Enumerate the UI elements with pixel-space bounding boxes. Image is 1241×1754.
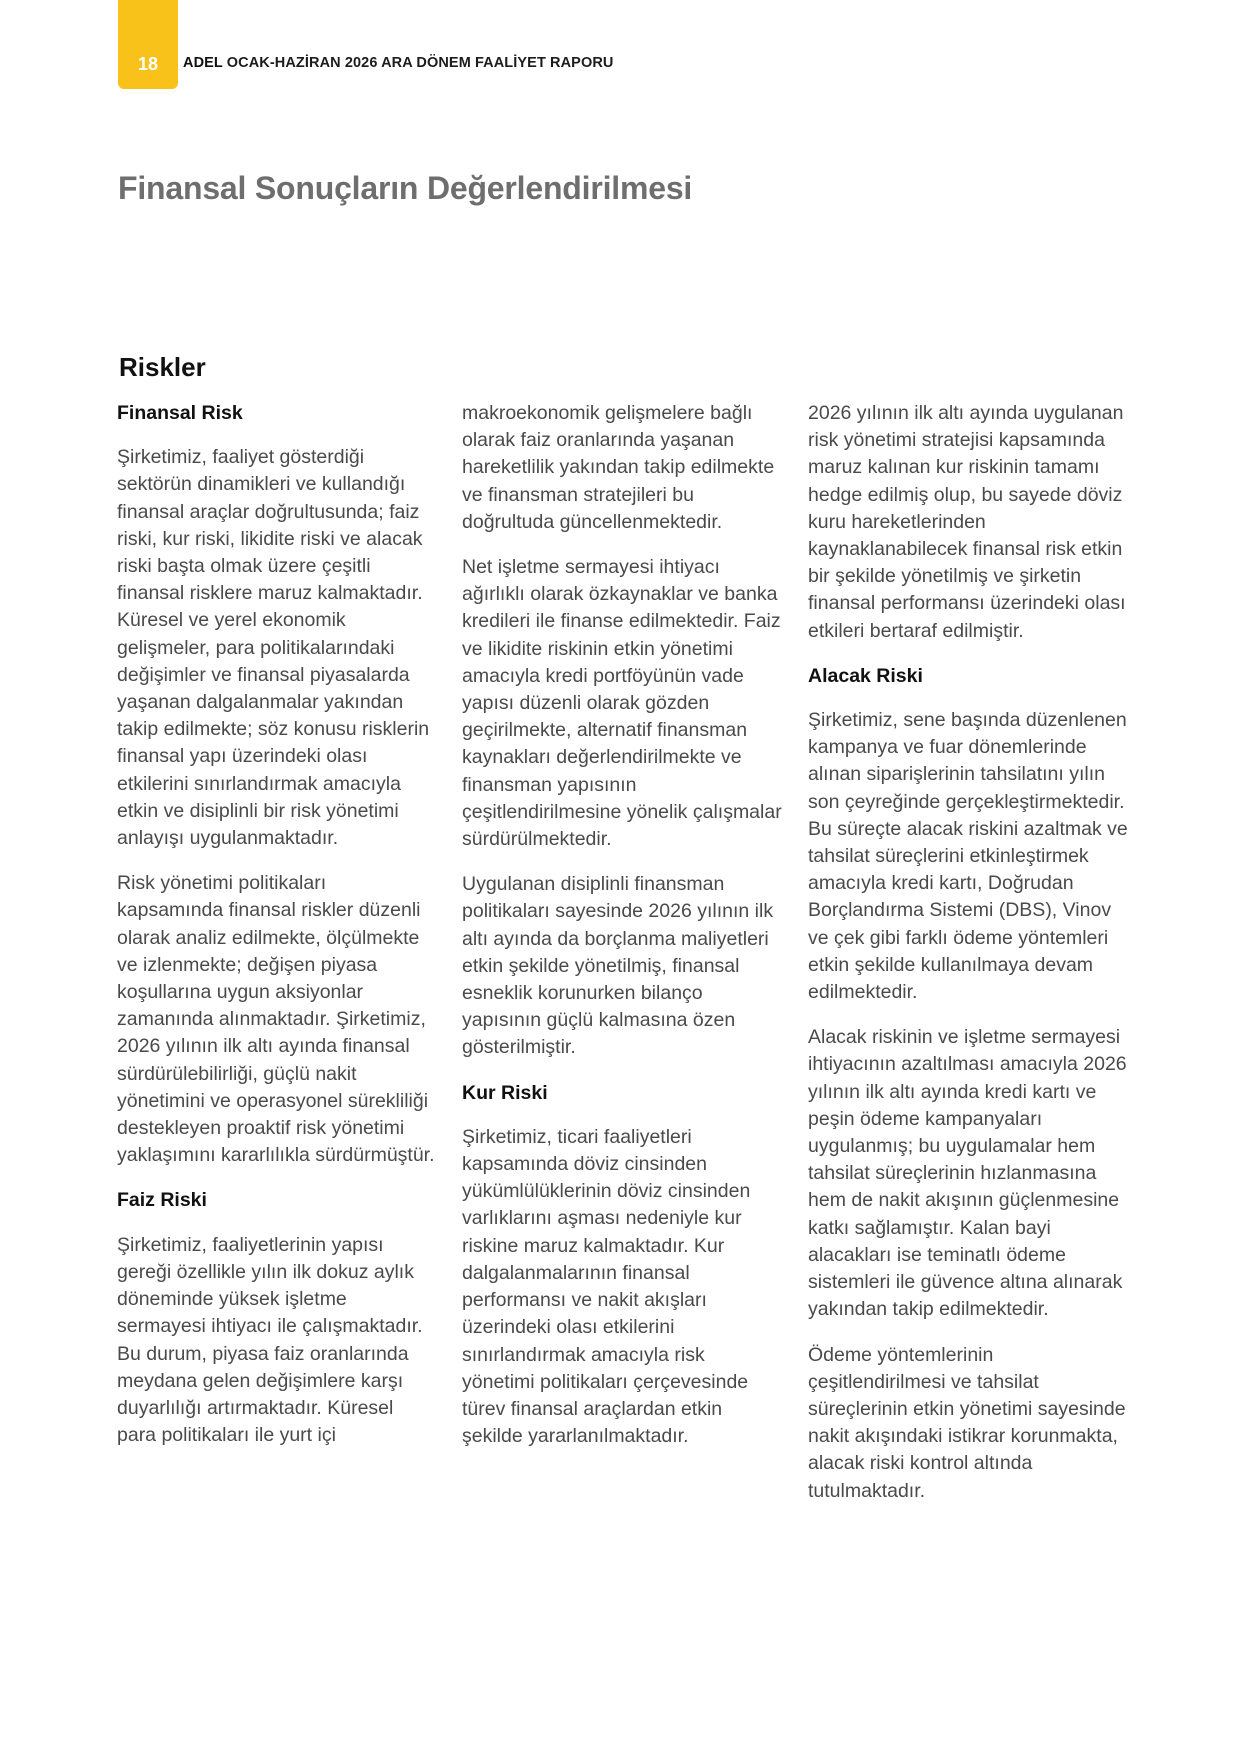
body-paragraph: 2026 yılının ilk altı ayında uygulanan risk yönetimi stratejisi kapsamında maruz kalınan kur riskinin tamamı hedge edilmiş olup, bu sayede döviz kuru hareketlerinden kaynaklanabilecek finansal risk etkin bir şekilde yönetilmiş ve şirketin finansal performansı üzerindeki olası etkileri bertaraf edilmiştir. <box>808 402 1126 642</box>
report-header <box>183 55 613 71</box>
body-paragraph: Ödeme yöntemlerinin çeşitlendirilmesi ve tahsilat süreçlerinin etkin yönetimi sayesinde nakit akışındaki istikrar korunmakta, alacak riski kontrol altında tutulmaktadır. <box>808 1343 1126 1502</box>
subsection-heading: Finansal Risk <box>117 402 243 424</box>
body-paragraph: Şirketimiz, faaliyet gösterdiği sektörün dinamikleri ve kullandığı finansal araçlar doğrultusunda; faiz riski, kur riski, likidite riski ve alacak riski başta olmak üzere çeşitli finansal risklere maruz kalmaktadır. Küresel ve yerel ekonomik gelişmeler, para politikalarındaki değişimler ve finansal piyasalarda yaşanan dalgalanmalar yakından takip edilmekte; söz konusu risklerin finansal yapı üzerindeki olası etkilerini sınırlandırmak amacıyla etkin ve disiplinli bir risk yönetimi anlayışı uygulanmaktadır. <box>117 446 430 850</box>
page-number-tab <box>118 0 178 89</box>
section-title: Finansal Sonuçların Değerlendirilmesi <box>118 170 693 206</box>
brand-name: ADEL <box>183 55 223 71</box>
body-paragraph: Net işletme sermayesi ihtiyacı ağırlıklı olarak özkaynaklar ve banka kredileri ile finanse edilmektedir. Faiz ve likidite riskinin etkin yönetimi amacıyla kredi portföyünün vade yapısı düzenli olarak gözden geçirilmekte, alternatif finansman kaynakları değerlendirilmekte ve finansman yapısının çeşitlendirilmesine yönelik çalışmalar sürdürülmektedir. <box>462 556 782 851</box>
text-column-1 <box>117 400 437 1467</box>
body-paragraph: Şirketimiz, faaliyetlerinin yapısı gereği özellikle yılın ilk dokuz aylık döneminde yüksek işletme sermayesi ihtiyacı ile çalışmaktadır. Bu durum, piyasa faiz oranlarında meydana gelen değişimlere karşı duyarlılığı artırmaktadır. Küresel para politikaları ile yurt içi <box>117 1233 423 1447</box>
body-paragraph: Şirketimiz, ticari faaliyetleri kapsamında döviz cinsinden yükümlülüklerinin döviz cinsinden varlıklarını aşması nedeniyle kur riskine maruz kalmaktadır. Kur dalgalanmalarının finansal performansı ve nakit akışları üzerindeki olası etkilerini sınırlandırmak amacıyla risk yönetimi politikaları çerçevesinde türev finansal araçlardan etkin şekilde yararlanılmaktadır. <box>462 1125 751 1448</box>
subsection-heading: Kur Riski <box>462 1081 548 1104</box>
report-title: OCAK-HAZİRAN 2026 ARA DÖNEM FAALİYET RAPORU <box>226 55 614 71</box>
body-paragraph: Alacak riskinin ve işletme sermayesi ihtiyacının azaltılması amacıyla 2026 yılının ilk altı ayında kredi kartı ve peşin ödeme kampanyaları uygulanmış; bu uygulamalar hem tahsilat süreçlerinin hızlanmasına hem de nakit akışının güçlenmesine katkı sağlamıştır. Kalan bayi alacakları ise teminatlı ödeme sistemleri ile güvence altına alınarak yakından takip edilmektedir. <box>808 1026 1127 1321</box>
body-paragraph: Şirketimiz, sene başında düzenlenen kampanya ve fuar dönemlerinde alınan siparişlerinin tahsilatını yılın son çeyreğinde gerçekleştirmektedir. Bu süreçte alacak riskini azaltmak ve tahsilat süreçlerini etkinleştirmek amacıyla kredi kartı, Doğrudan Borçlandırma Sistemi (DBS), Vinov ve çek gibi farklı ödeme yöntemleri etkin şekilde kullanılmaya devam edilmektedir. <box>808 709 1128 1004</box>
body-paragraph: Uygulanan disiplinli finansman politikaları sayesinde 2026 yılının ilk altı ayında da borçlanma maliyetleri etkin şekilde yönetilmiş, finansal esneklik korunurken bilanço yapısının güçlü kalmasına özen gösterilmiştir. <box>462 873 774 1059</box>
subsection-heading: Alacak Riski <box>808 664 923 687</box>
page-number: 18 <box>137 54 159 74</box>
subsection-heading: Faiz Riski <box>117 1189 207 1212</box>
text-column-3 <box>808 400 1128 1523</box>
body-paragraph: Risk yönetimi politikaları kapsamında finansal riskler düzenli olarak analiz edilmekte, ölçülmekte ve izlenmekte; değişen piyasa koşullarına uygun aksiyonlar zamanında alınmaktadır. Şirketimiz, 2026 yılının ilk altı ayında finansal sürdürülebilirliği, güçlü nakit yönetimini ve operasyonel sürekliliği destekleyen proaktif risk yönetimi yaklaşımını kararlılıkla sürdürmüştür. <box>117 872 435 1167</box>
text-column-2 <box>462 400 782 1468</box>
body-paragraph: makroekonomik gelişmelere bağlı olarak faiz oranlarında yaşanan hareketlilik yakından takip edilmekte ve finansman stratejileri bu doğrultuda güncellenmektedir. <box>462 402 775 533</box>
risks-heading: Riskler <box>119 352 206 382</box>
